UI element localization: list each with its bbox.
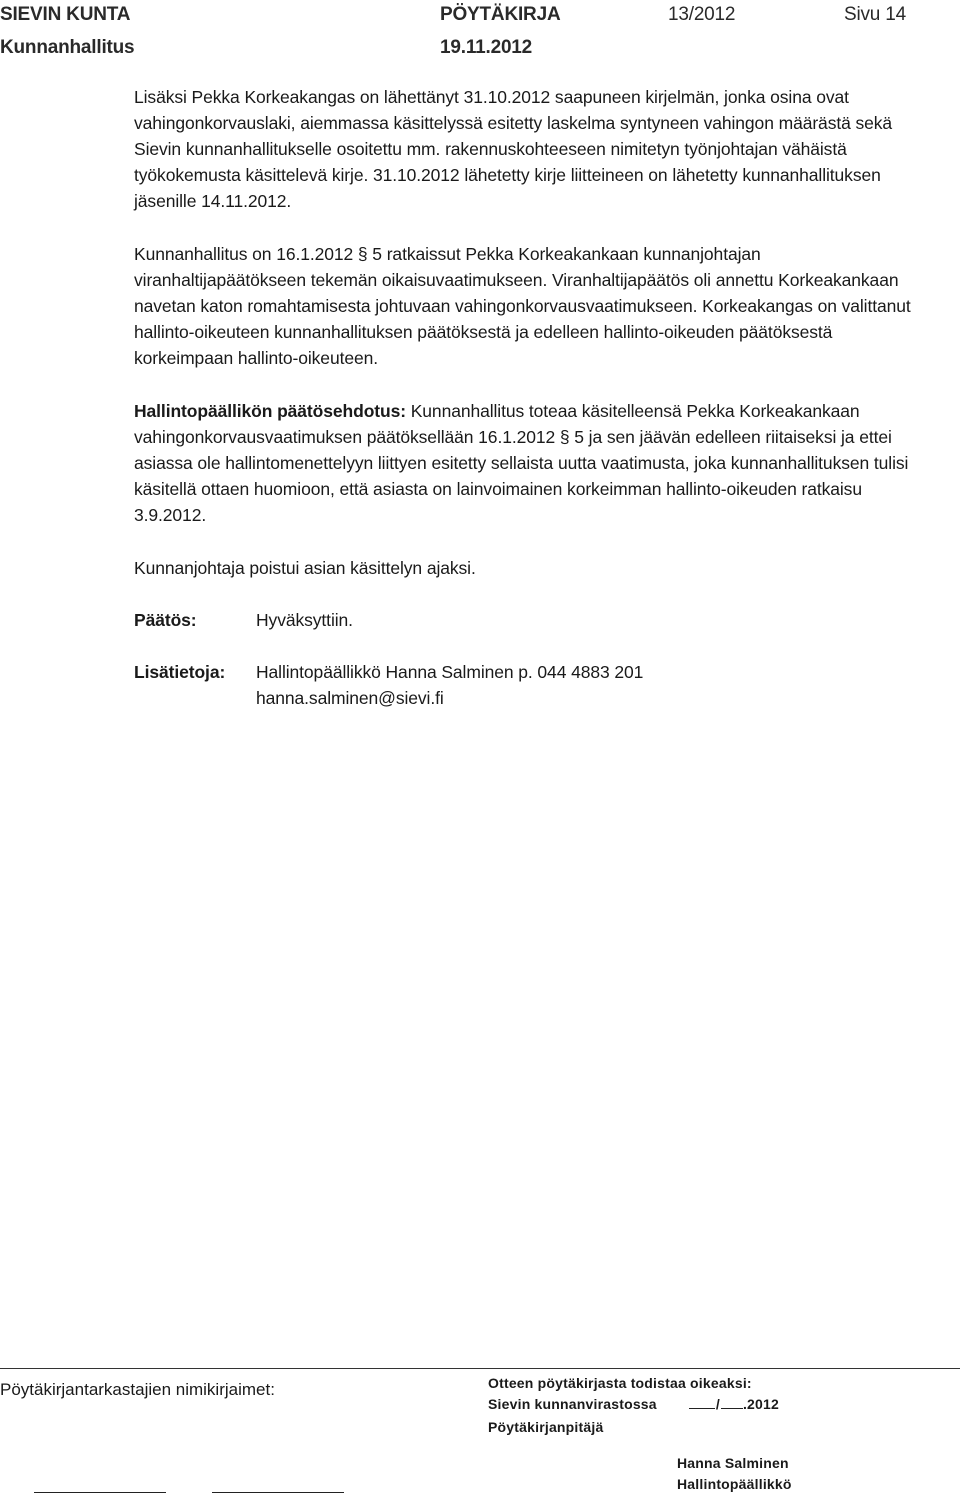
place-text: Sievin kunnanvirastossa bbox=[488, 1396, 657, 1412]
day-blank bbox=[689, 1396, 715, 1409]
footer-divider bbox=[0, 1368, 960, 1369]
header-doc-type: PÖYTÄKIRJA bbox=[440, 4, 561, 25]
header-org: SIEVIN KUNTA bbox=[0, 4, 131, 25]
paragraph-2 bbox=[134, 241, 934, 371]
date-slash: / bbox=[715, 1396, 720, 1412]
reviewers-label: Pöytäkirjantarkastajien nimikirjaimet: bbox=[0, 1380, 275, 1399]
paragraph-4 bbox=[134, 555, 934, 581]
proposal-text: Kunnanhallitus toteaa käsitelleensä Pekka Korkeakankaan vahingonkorvausvaatimuksen päätöksellään 16.1.2012 § 5 ja sen jäävän edelleen riitaiseksi ja ettei asiassa ole hallintomenettelyyn liittyen esitetty sellaista uutta vaatimusta, joka kunnanhallituksen tulisi käsitellä ottaen huomioon, että asiasta on lainvoimainen korkeimman hallinto-oikeuden ratkaisu 3.9.2012. bbox=[134, 401, 909, 525]
info-line-1: Hallintopäällikkö Hanna Salminen p. 044 4883 201 bbox=[256, 662, 644, 682]
reviewer-initials-line-1 bbox=[34, 1492, 166, 1493]
decision-row bbox=[134, 607, 934, 633]
reviewer-initials-line-2 bbox=[212, 1492, 344, 1493]
header-page: Sivu 14 bbox=[844, 4, 906, 25]
info-label: Lisätietoja: bbox=[134, 662, 226, 682]
signer-name: Hanna Salminen bbox=[677, 1455, 789, 1471]
decision-label: Päätös: bbox=[134, 610, 197, 630]
proposal-label: Hallintopäällikön päätösehdotus: bbox=[134, 401, 406, 421]
paragraph-1-text: Lisäksi Pekka Korkeakangas on lähettänyt 31.10.2012 saapuneen kirjelmän, jonka osina ovat vahingonkorvauslaki, aiemmassa käsittelyssä esitetty laskelma syntyneen vahingon määrästä sekä Sievin kunnanhallitukselle osoitettu mm. rakennuskohteeseen nimitetyn työnjohtajan vähäistä työkokemusta käsittelevä kirje. 31.10.2012 lähetetty kirje liitteineen on lähetetty kunnanhallituksen jäsenille 14.11.2012. bbox=[134, 87, 893, 211]
paragraph-2-text: Kunnanhallitus on 16.1.2012 § 5 ratkaissut Pekka Korkeakankaan kunnanjohtajan viranhaltijapäätökseen tekemän oikaisuvaatimukseen. Viranhaltijapäätös oli annettu Korkeakankaan navetan katon romahtamisesta johtuvaan vahingonkorvausvaatimukseen. Korkeakangas on valittanut hallinto-oikeuteen kunnanhallituksen päätöksestä ja edelleen hallinto-oikeuden päätöksestä korkeimpaan hallinto-oikeuteen. bbox=[134, 244, 911, 368]
certify-label: Otteen pöytäkirjasta todistaa oikeaksi: bbox=[488, 1375, 752, 1391]
month-blank bbox=[721, 1396, 743, 1409]
header-number: 13/2012 bbox=[668, 4, 736, 25]
info-row bbox=[134, 659, 934, 711]
info-email-link[interactable]: hanna.salminen@sievi.fi bbox=[256, 688, 444, 708]
header-body: Kunnanhallitus bbox=[0, 37, 135, 58]
place-line bbox=[488, 1396, 779, 1412]
proposal-paragraph bbox=[134, 398, 934, 528]
year-text: .2012 bbox=[742, 1396, 780, 1412]
decision-text: Hyväksyttiin. bbox=[256, 610, 353, 630]
header-date: 19.11.2012 bbox=[440, 37, 533, 58]
paragraph-1 bbox=[134, 84, 934, 214]
keeper-label: Pöytäkirjanpitäjä bbox=[488, 1419, 604, 1435]
signer-title: Hallintopäällikkö bbox=[677, 1476, 792, 1492]
paragraph-4-text: Kunnanjohtaja poistui asian käsittelyn ajaksi. bbox=[134, 558, 476, 578]
